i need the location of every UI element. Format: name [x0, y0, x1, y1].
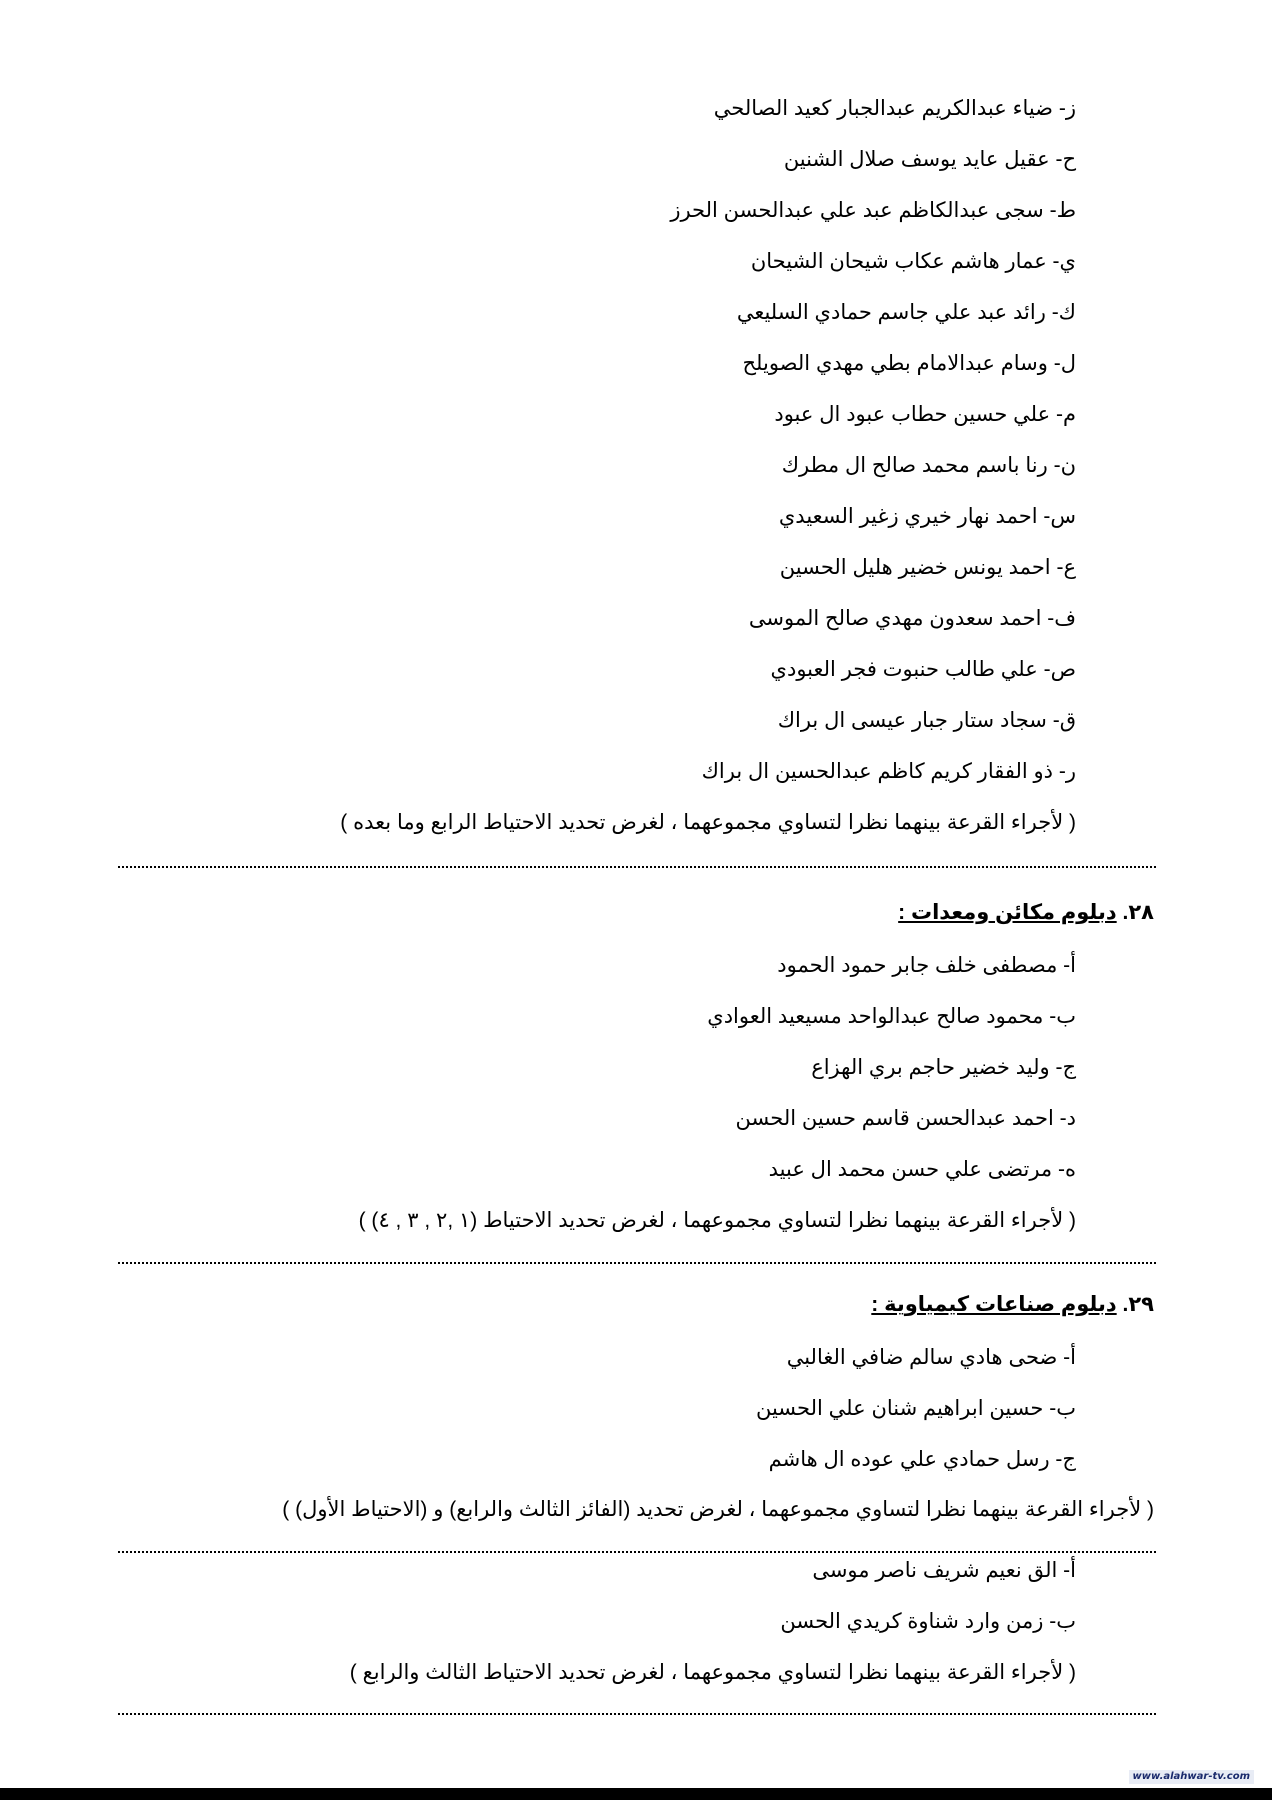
- list-item: س- احمد نهار خيري زغير السعيدي: [778, 505, 1076, 528]
- site-watermark: www.alahwar-tv.com: [1129, 1770, 1255, 1784]
- dotted-divider: [118, 866, 1156, 868]
- section-heading-29: [871, 1292, 1154, 1318]
- list-item: ح- عقيل عايد يوسف صلال الشنين: [783, 148, 1076, 171]
- list-item: ج- وليد خضير حاجم بري الهزاع: [811, 1056, 1076, 1079]
- draw-note: ( لأجراء القرعة بينهما نظرا لتساوي مجموعهما ، لغرض تحديد الاحتياط (١ ,٢ , ٣ , ٤) ): [358, 1209, 1076, 1232]
- list-item: ق- سجاد ستار جبار عيسى ال براك: [777, 709, 1076, 732]
- list-item: ع- احمد يونس خضير هليل الحسين: [779, 556, 1076, 579]
- section-title: دبلوم صناعات كيمياوية :: [871, 1293, 1117, 1316]
- list-item: ط- سجى عبدالكاظم عبد علي عبدالحسن الحرز: [670, 199, 1076, 222]
- draw-note: ( لأجراء القرعة بينهما نظرا لتساوي مجموعهما ، لغرض تحديد (الفائز الثالث والرابع) و (الاحتياط الأول) ): [282, 1498, 1154, 1521]
- list-item: د- احمد عبدالحسن قاسم حسين الحسن: [735, 1107, 1076, 1130]
- list-item: ب- زمن وارد شناوة كريدي الحسن: [780, 1610, 1076, 1633]
- list-item: ي- عمار هاشم عكاب شيحان الشيحان: [750, 250, 1076, 273]
- section-number: ٢٨.: [1122, 901, 1154, 924]
- section-number: ٢٩.: [1122, 1293, 1154, 1316]
- list-item: أ- الق نعيم شريف ناصر موسى: [812, 1559, 1076, 1582]
- list-item: ك- رائد عبد علي جاسم حمادي السليعي: [736, 301, 1076, 324]
- list-item: ن- رنا باسم محمد صالح ال مطرك: [781, 454, 1076, 477]
- list-item: ر- ذو الفقار كريم كاظم عبدالحسين ال براك: [701, 760, 1076, 783]
- list-item: ل- وسام عبدالامام بطي مهدي الصويلح: [742, 352, 1076, 375]
- draw-note: ( لأجراء القرعة بينهما نظرا لتساوي مجموعهما ، لغرض تحديد الاحتياط الثالث والرابع ): [349, 1661, 1076, 1684]
- list-item: م- علي حسين حطاب عبود ال عبود: [774, 403, 1076, 426]
- dotted-divider: [118, 1713, 1156, 1715]
- list-item: أ- ضحى هادي سالم ضافي الغالبي: [786, 1346, 1076, 1369]
- page-bottom-bar: [0, 1788, 1272, 1800]
- dotted-divider: [118, 1551, 1156, 1553]
- list-item: ف- احمد سعدون مهدي صالح الموسى: [748, 607, 1076, 630]
- draw-note: ( لأجراء القرعة بينهما نظرا لتساوي مجموعهما ، لغرض تحديد الاحتياط الرابع وما بعده ): [340, 811, 1076, 834]
- list-item: ه- مرتضى علي حسن محمد ال عبيد: [768, 1158, 1076, 1181]
- list-item: ز- ضياء عبدالكريم عبدالجبار كعيد الصالحي: [713, 97, 1076, 120]
- list-item: ج- رسل حمادي علي عوده ال هاشم: [768, 1448, 1076, 1471]
- list-item: ب- محمود صالح عبدالواحد مسيعيد العوادي: [707, 1005, 1076, 1028]
- list-item: ب- حسين ابراهيم شنان علي الحسين: [755, 1397, 1076, 1420]
- dotted-divider: [118, 1262, 1156, 1264]
- section-title: دبلوم مكائن ومعدات :: [898, 901, 1117, 924]
- list-item: أ- مصطفى خلف جابر حمود الحمود: [777, 954, 1076, 977]
- list-item: ص- علي طالب حنبوت فجر العبودي: [770, 658, 1076, 681]
- section-heading-28: [898, 900, 1154, 926]
